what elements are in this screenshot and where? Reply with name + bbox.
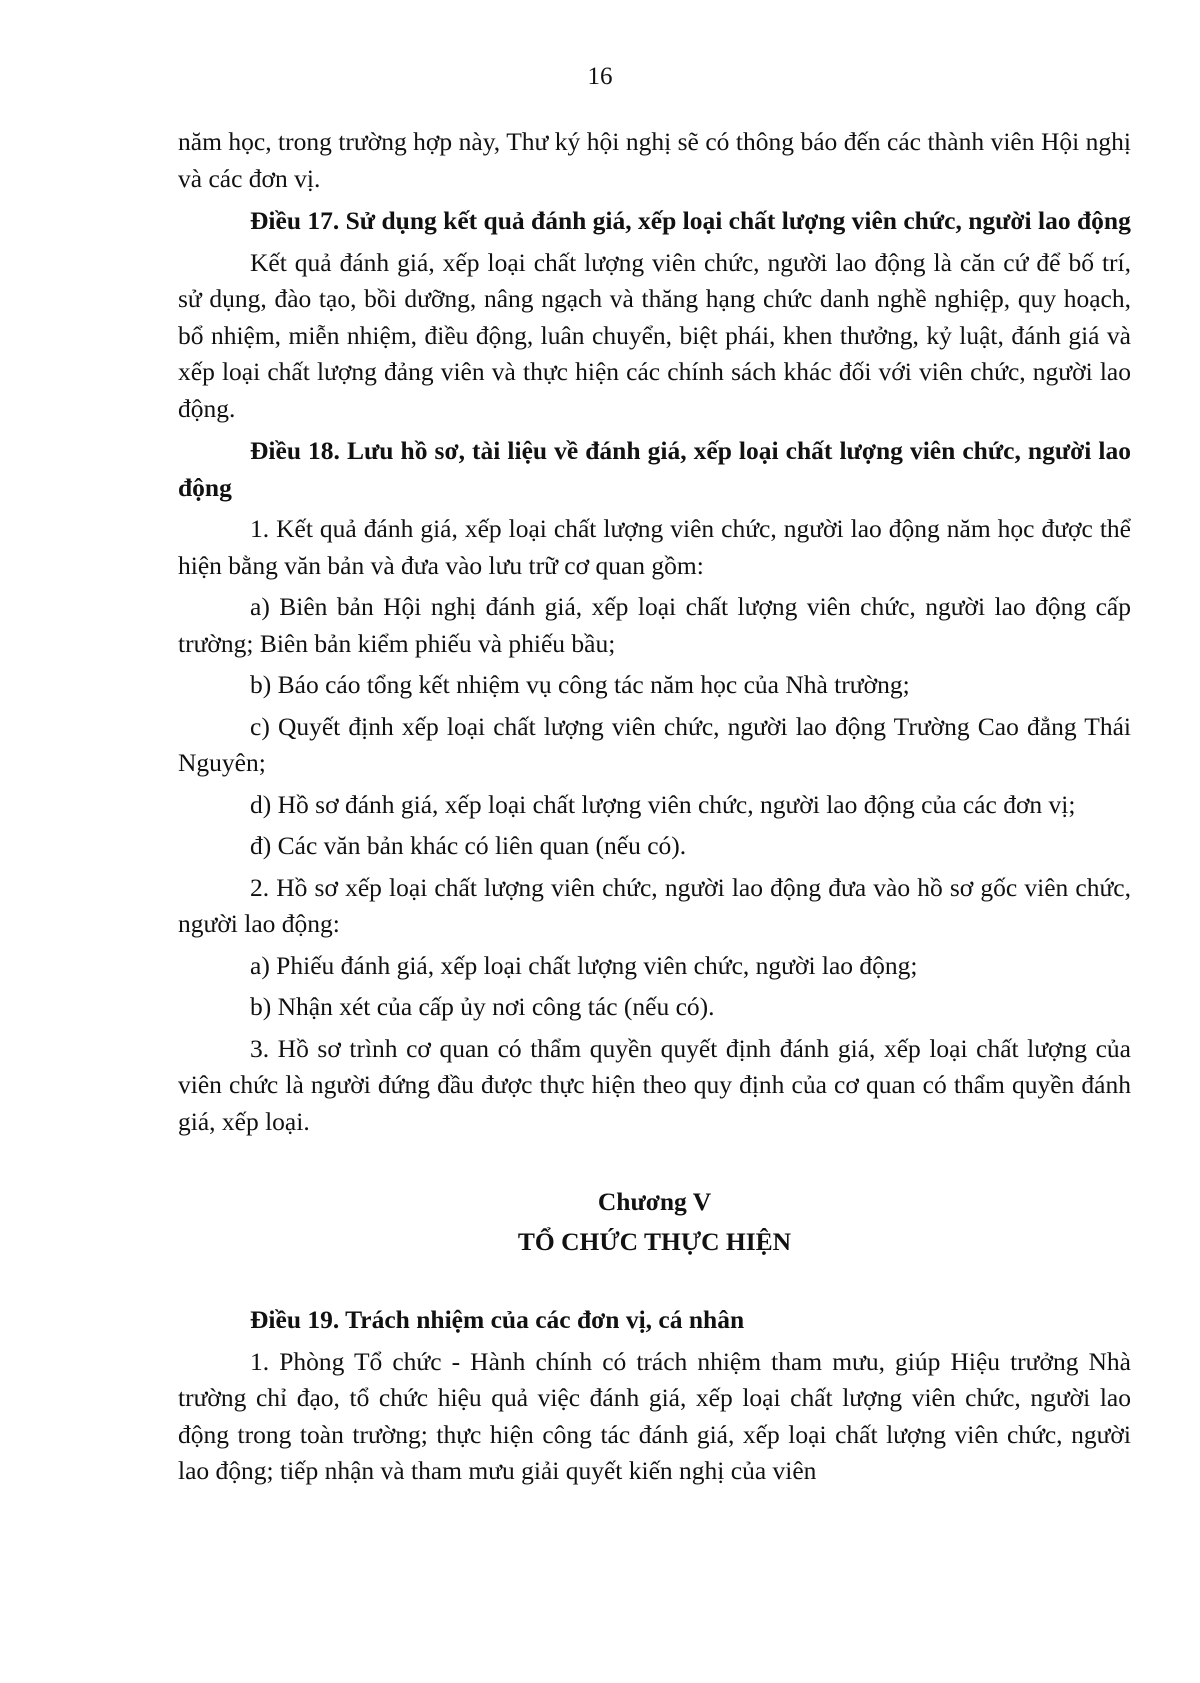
page-number: 16 (587, 63, 613, 90)
article-18-heading: Điều 18. Lưu hồ sơ, tài liệu về đánh giá, xếp loại chất lượng viên chức, người lao động (178, 436, 1131, 502)
article-18-clause-1b: b) Báo cáo tổng kết nhiệm vụ công tác năm học của Nhà trường; (250, 670, 910, 699)
chapter-label: Chương V (597, 1187, 712, 1216)
article-18-clause-1: 1. Kết quả đánh giá, xếp loại chất lượng viên chức, người lao động năm học được thể hiện bằng văn bản và đưa vào lưu trữ cơ quan gồm: (178, 514, 1131, 580)
article-18-clause-2: 2. Hồ sơ xếp loại chất lượng viên chức, người lao động đưa vào hồ sơ gốc viên chức, người lao động: (178, 872, 1131, 938)
chapter-heading (178, 1182, 1131, 1262)
article-19-clause-1: 1. Phòng Tổ chức - Hành chính có trách nhiệm tham mưu, giúp Hiệu trưởng Nhà trường chỉ đạo, tổ chức hiệu quả việc đánh giá, xếp loại chất lượng viên chức, người lao động trong toàn trường; thực hiện công tác đánh giá, xếp loại chất lượng viên chức, người lao động; tiếp nhận và tham mưu giải quyết kiến nghị của viên (178, 1346, 1131, 1485)
paragraph-continuation: năm học, trong trường hợp này, Thư ký hội nghị sẽ có thông báo đến các thành viên Hội nghị và các đơn vị. (178, 127, 1131, 193)
chapter-title: TỔ CHỨC THỰC HIỆN (517, 1227, 792, 1256)
article-18-clause-1c: c) Quyết định xếp loại chất lượng viên chức, người lao động Trường Cao đẳng Thái Nguyên; (178, 711, 1131, 777)
document-body (178, 124, 1131, 1490)
article-18-clause-1dd: đ) Các văn bản khác có liên quan (nếu có). (250, 831, 687, 860)
article-17-heading: Điều 17. Sử dụng kết quả đánh giá, xếp loại chất lượng viên chức, người lao động (250, 206, 1131, 235)
article-18-clause-2a: a) Phiếu đánh giá, xếp loại chất lượng viên chức, người lao động; (250, 950, 918, 980)
article-19-heading: Điều 19. Trách nhiệm của các đơn vị, cá nhân (250, 1305, 745, 1334)
article-18-clause-3: 3. Hồ sơ trình cơ quan có thẩm quyền quyết định đánh giá, xếp loại chất lượng của viên chức là người đứng đầu được thực hiện theo quy định của cơ quan có thẩm quyền đánh giá, xếp loại. (178, 1033, 1131, 1136)
article-18-clause-1a: a) Biên bản Hội nghị đánh giá, xếp loại chất lượng viên chức, người lao động cấp trường; Biên bản kiểm phiếu và phiếu bầu; (178, 592, 1131, 658)
article-18-clause-1d: d) Hồ sơ đánh giá, xếp loại chất lượng viên chức, người lao động của các đơn vị; (250, 789, 1076, 819)
article-17-body: Kết quả đánh giá, xếp loại chất lượng viên chức, người lao động là căn cứ để bố trí, sử dụng, đào tạo, bồi dưỡng, nâng ngạch và thăng hạng chức danh nghề nghiệp, quy hoạch, bổ nhiệm, miễn nhiệm, điều động, luân chuyển, biệt phái, khen thưởng, kỷ luật, đánh giá và xếp loại chất lượng đảng viên và thực hiện các chính sách khác đối với viên chức, người lao động. (178, 247, 1131, 423)
article-18-clause-2b: b) Nhận xét của cấp ủy nơi công tác (nếu có). (250, 992, 715, 1021)
